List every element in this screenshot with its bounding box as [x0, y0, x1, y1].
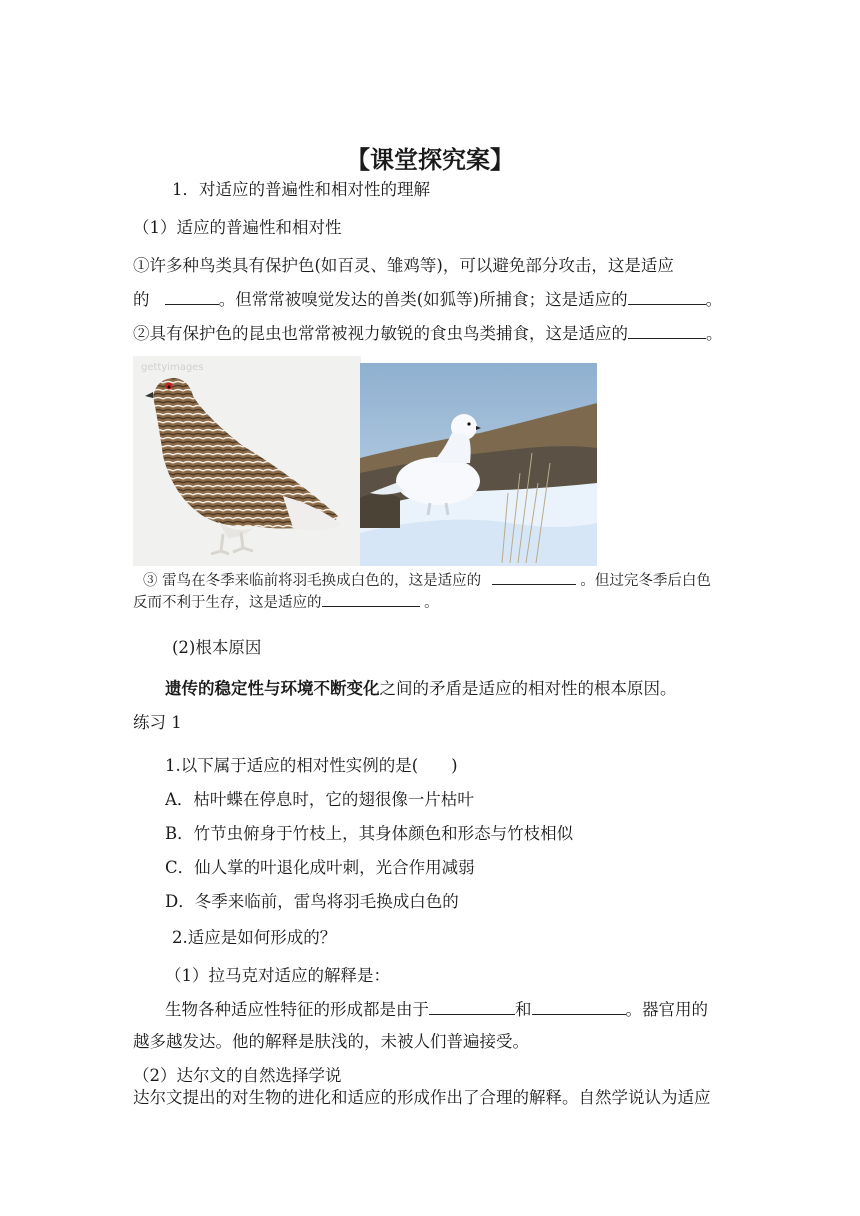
item1-text-c: 。	[705, 290, 723, 309]
question-1: 1.以下属于适应的相对性实例的是( )	[165, 756, 458, 775]
answer-blank[interactable]	[492, 570, 576, 585]
subsection-heading-1: （1）适应的普遍性和相对性	[133, 218, 342, 237]
darwin-line: 达尔文提出的对生物的进化和适应的形成作出了合理的解释。自然学说认为适应	[133, 1088, 711, 1107]
darwin-heading: （2）达尔文的自然选择学说	[133, 1066, 342, 1085]
ptarmigan-summer-drawing	[133, 356, 361, 566]
caption-text-c: 反而不利于生存，这是适应的	[133, 595, 322, 611]
root-cause-bold: 遗传的稳定性与环境不断变化	[165, 679, 380, 698]
lamarck-text-c: 。器官用的	[625, 1000, 708, 1019]
item1-text-b: 。但常常被嗅觉发达的兽类(如狐等)所捕食；这是适应的	[218, 290, 628, 309]
question-2: 2.适应是如何形成的？	[172, 928, 337, 947]
answer-blank[interactable]	[165, 288, 219, 305]
answer-blank[interactable]	[322, 592, 420, 607]
item1-text-a: 的	[133, 290, 150, 309]
lamarck-text-b: 和	[515, 1000, 532, 1019]
section-heading-1: 1．对适应的普遍性和相对性的理解	[172, 180, 430, 199]
ptarmigan-winter-image	[360, 363, 597, 566]
ptarmigan-winter-drawing	[360, 363, 597, 566]
option-d[interactable]: D．冬季来临前，雷鸟将羽毛换成白色的	[165, 892, 459, 911]
answer-blank[interactable]	[532, 998, 626, 1015]
lamarck-line2: 越多越发达。他的解释是肤浅的，未被人们普遍接受。	[133, 1032, 529, 1051]
caption-text-d: 。	[424, 595, 439, 611]
answer-blank[interactable]	[628, 288, 706, 305]
page-title: 【课堂探究案】	[346, 146, 514, 174]
option-c[interactable]: C．仙人掌的叶退化成叶刺，光合作用减弱	[165, 858, 475, 877]
practice-label: 练习 1	[133, 713, 182, 732]
section-heading-2: (2)根本原因	[172, 638, 262, 657]
option-b[interactable]: B．竹节虫俯身于竹枝上，其身体颜色和形态与竹枝相似	[165, 824, 574, 843]
root-cause-line	[165, 675, 677, 699]
item1-line1: ①许多种鸟类具有保护色(如百灵、雏鸡等)，可以避免部分攻击，这是适应	[133, 256, 674, 275]
caption-text-b: 。但过完冬季后白色	[580, 573, 711, 589]
item2-text-b: 。	[706, 324, 723, 343]
answer-blank[interactable]	[429, 998, 515, 1015]
figure-caption-line2	[133, 591, 439, 612]
item2-line	[133, 320, 723, 344]
answer-blank[interactable]	[628, 322, 706, 339]
item2-text-a: ②具有保护色的昆虫也常常被视力敏锐的食虫鸟类捕食，这是适应的	[133, 324, 628, 343]
item1-line2	[133, 286, 722, 310]
ptarmigan-summer-image	[133, 356, 361, 566]
figure-caption-line1	[143, 569, 711, 590]
watermark: gettyimages	[141, 362, 204, 373]
root-cause-rest: 之间的矛盾是适应的相对性的根本原因。	[379, 679, 677, 698]
caption-text-a: ③ 雷鸟在冬季来临前将羽毛换成白色的，这是适应的	[143, 573, 482, 589]
option-a[interactable]: A．枯叶蝶在停息时，它的翅很像一片枯叶	[165, 790, 474, 809]
lamarck-heading: （1）拉马克对适应的解释是：	[165, 966, 390, 985]
lamarck-text-a: 生物各种适应性特征的形成都是由于	[165, 1000, 429, 1019]
lamarck-line1	[165, 996, 708, 1020]
